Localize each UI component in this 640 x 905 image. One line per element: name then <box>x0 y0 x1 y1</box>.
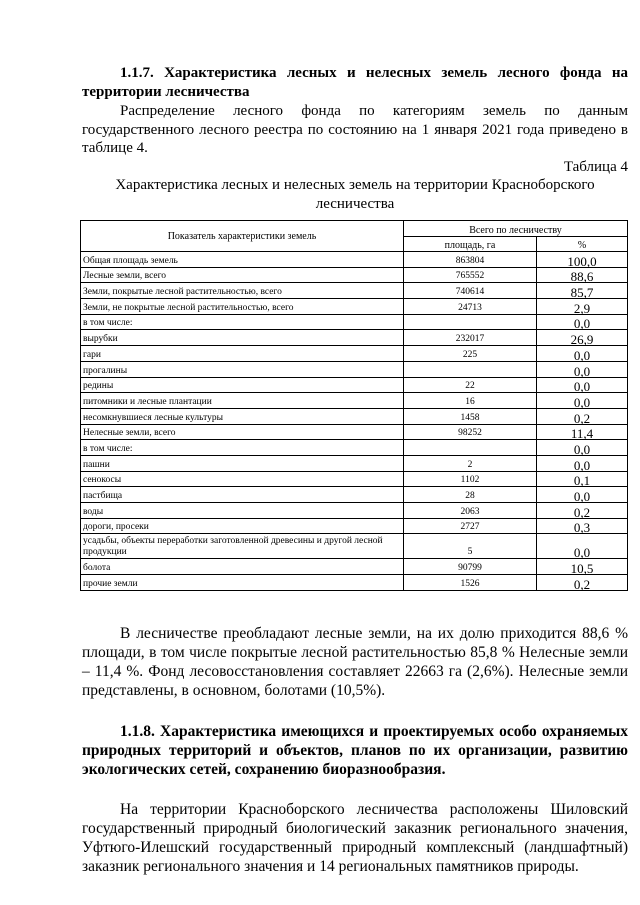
row-name: питомники и лесные плантации <box>81 393 404 409</box>
row-area: 765552 <box>404 267 537 283</box>
row-pct: 0,0 <box>537 377 628 393</box>
row-area <box>404 440 537 456</box>
table-row <box>81 518 628 534</box>
row-pct: 85,7 <box>537 283 628 299</box>
row-pct: 0,0 <box>537 455 628 471</box>
table-body <box>81 252 628 591</box>
row-area: 98252 <box>404 424 537 440</box>
row-pct: 0,0 <box>537 487 628 503</box>
header-pct: % <box>537 236 628 252</box>
row-name: в том числе: <box>81 314 404 330</box>
row-area: 22 <box>404 377 537 393</box>
table-caption: Характеристика лесных и нелесных земель на территории Красноборского лесничества <box>115 177 595 212</box>
table-row <box>81 283 628 299</box>
row-name: Земли, покрытые лесной растительностью, всего <box>81 283 404 299</box>
row-pct: 0,0 <box>537 393 628 409</box>
table-label: Таблица 4 <box>563 159 628 175</box>
row-area: 232017 <box>404 330 537 346</box>
row-area: 90799 <box>404 559 537 575</box>
header-indicator: Показатель характеристики земель <box>81 221 404 252</box>
row-name: прочие земли <box>81 575 404 591</box>
table-row <box>81 408 628 424</box>
table-row <box>81 377 628 393</box>
row-area: 740614 <box>404 283 537 299</box>
row-pct: 0,2 <box>537 503 628 519</box>
row-pct: 0,0 <box>537 534 628 559</box>
row-name: Лесные земли, всего <box>81 267 404 283</box>
table-row <box>81 534 628 559</box>
table-row <box>81 487 628 503</box>
row-area: 225 <box>404 346 537 362</box>
table-row <box>81 503 628 519</box>
section-118-paragraph: На территории Красноборского лесничества расположены Шиловский государственный природный биологический заказник регионального значения, Уфтюго-Илешский государственный природный комплексный (ландшафтный) заказник регионального значения и 14 региональных памятников природы. <box>82 801 628 875</box>
row-name: усадьбы, объекты переработки заготовленной древесины и другой лесной продукции <box>81 534 404 559</box>
row-name: Общая площадь земель <box>81 252 404 268</box>
row-pct: 0,0 <box>537 314 628 330</box>
row-pct: 0,3 <box>537 518 628 534</box>
row-area: 28 <box>404 487 537 503</box>
table-row <box>81 440 628 456</box>
land-characteristics-table <box>80 220 628 591</box>
row-pct: 0,0 <box>537 440 628 456</box>
row-pct: 26,9 <box>537 330 628 346</box>
row-area: 5 <box>404 534 537 559</box>
row-pct: 2,9 <box>537 299 628 315</box>
row-pct: 0,0 <box>537 361 628 377</box>
table-row <box>81 330 628 346</box>
row-name: Нелесные земли, всего <box>81 424 404 440</box>
row-name: в том числе: <box>81 440 404 456</box>
summary-paragraph: В лесничестве преобладают лесные земли, на их долю приходится 88,6 % площади, в том числе покрытые лесной растительностью 85,8 % Нелесные земли – 11,4 %. Фонд лесовосстановления составляет 22663 га (2,6%). Нелесные земли представлены, в основном, болотами (10,5%). <box>82 625 628 699</box>
table-row <box>81 455 628 471</box>
row-area: 1102 <box>404 471 537 487</box>
table-row <box>81 314 628 330</box>
row-area: 2 <box>404 455 537 471</box>
section-118-heading: 1.1.8. Характеристика имеющихся и проектируемых особо охраняемых природных территорий и объектов, планов по их организации, развитию экологических сетей, сохранению биоразнообразия. <box>82 723 628 778</box>
row-pct: 0,1 <box>537 471 628 487</box>
row-name: вырубки <box>81 330 404 346</box>
table-row <box>81 424 628 440</box>
table-row <box>81 393 628 409</box>
row-area <box>404 361 537 377</box>
row-area: 2063 <box>404 503 537 519</box>
row-name: болота <box>81 559 404 575</box>
row-name: сенокосы <box>81 471 404 487</box>
table-row <box>81 267 628 283</box>
header-group: Всего по лесничеству <box>404 221 628 237</box>
table-row <box>81 346 628 362</box>
table-row <box>81 471 628 487</box>
table-row <box>81 299 628 315</box>
row-area: 1526 <box>404 575 537 591</box>
header-area: площадь, га <box>404 236 537 252</box>
row-name: пашни <box>81 455 404 471</box>
table-row <box>81 361 628 377</box>
row-name: дороги, просеки <box>81 518 404 534</box>
row-name: пастбища <box>81 487 404 503</box>
section-117-paragraph: Распределение лесного фонда по категориям земель по данным государственного лесного реестра по состоянию на 1 января 2021 года приведено в таблице 4. <box>82 103 628 156</box>
row-name: воды <box>81 503 404 519</box>
row-name: редины <box>81 377 404 393</box>
table-row <box>81 559 628 575</box>
row-pct: 0,2 <box>537 408 628 424</box>
row-name: несомкнувшиеся лесные культуры <box>81 408 404 424</box>
row-name: Земли, не покрытые лесной растительностью, всего <box>81 299 404 315</box>
row-area: 863804 <box>404 252 537 268</box>
row-name: прогалины <box>81 361 404 377</box>
row-area <box>404 314 537 330</box>
row-name: гари <box>81 346 404 362</box>
row-pct: 0,2 <box>537 575 628 591</box>
section-117-heading: 1.1.7. Характеристика лесных и нелесных земель лесного фонда на территории лесничества <box>82 65 628 100</box>
table-row <box>81 252 628 268</box>
row-pct: 10,5 <box>537 559 628 575</box>
row-pct: 0,0 <box>537 346 628 362</box>
row-pct: 88,6 <box>537 267 628 283</box>
row-area: 1458 <box>404 408 537 424</box>
row-area: 24713 <box>404 299 537 315</box>
table-row <box>81 575 628 591</box>
row-area: 16 <box>404 393 537 409</box>
row-area: 2727 <box>404 518 537 534</box>
row-pct: 11,4 <box>537 424 628 440</box>
row-pct: 100,0 <box>537 252 628 268</box>
